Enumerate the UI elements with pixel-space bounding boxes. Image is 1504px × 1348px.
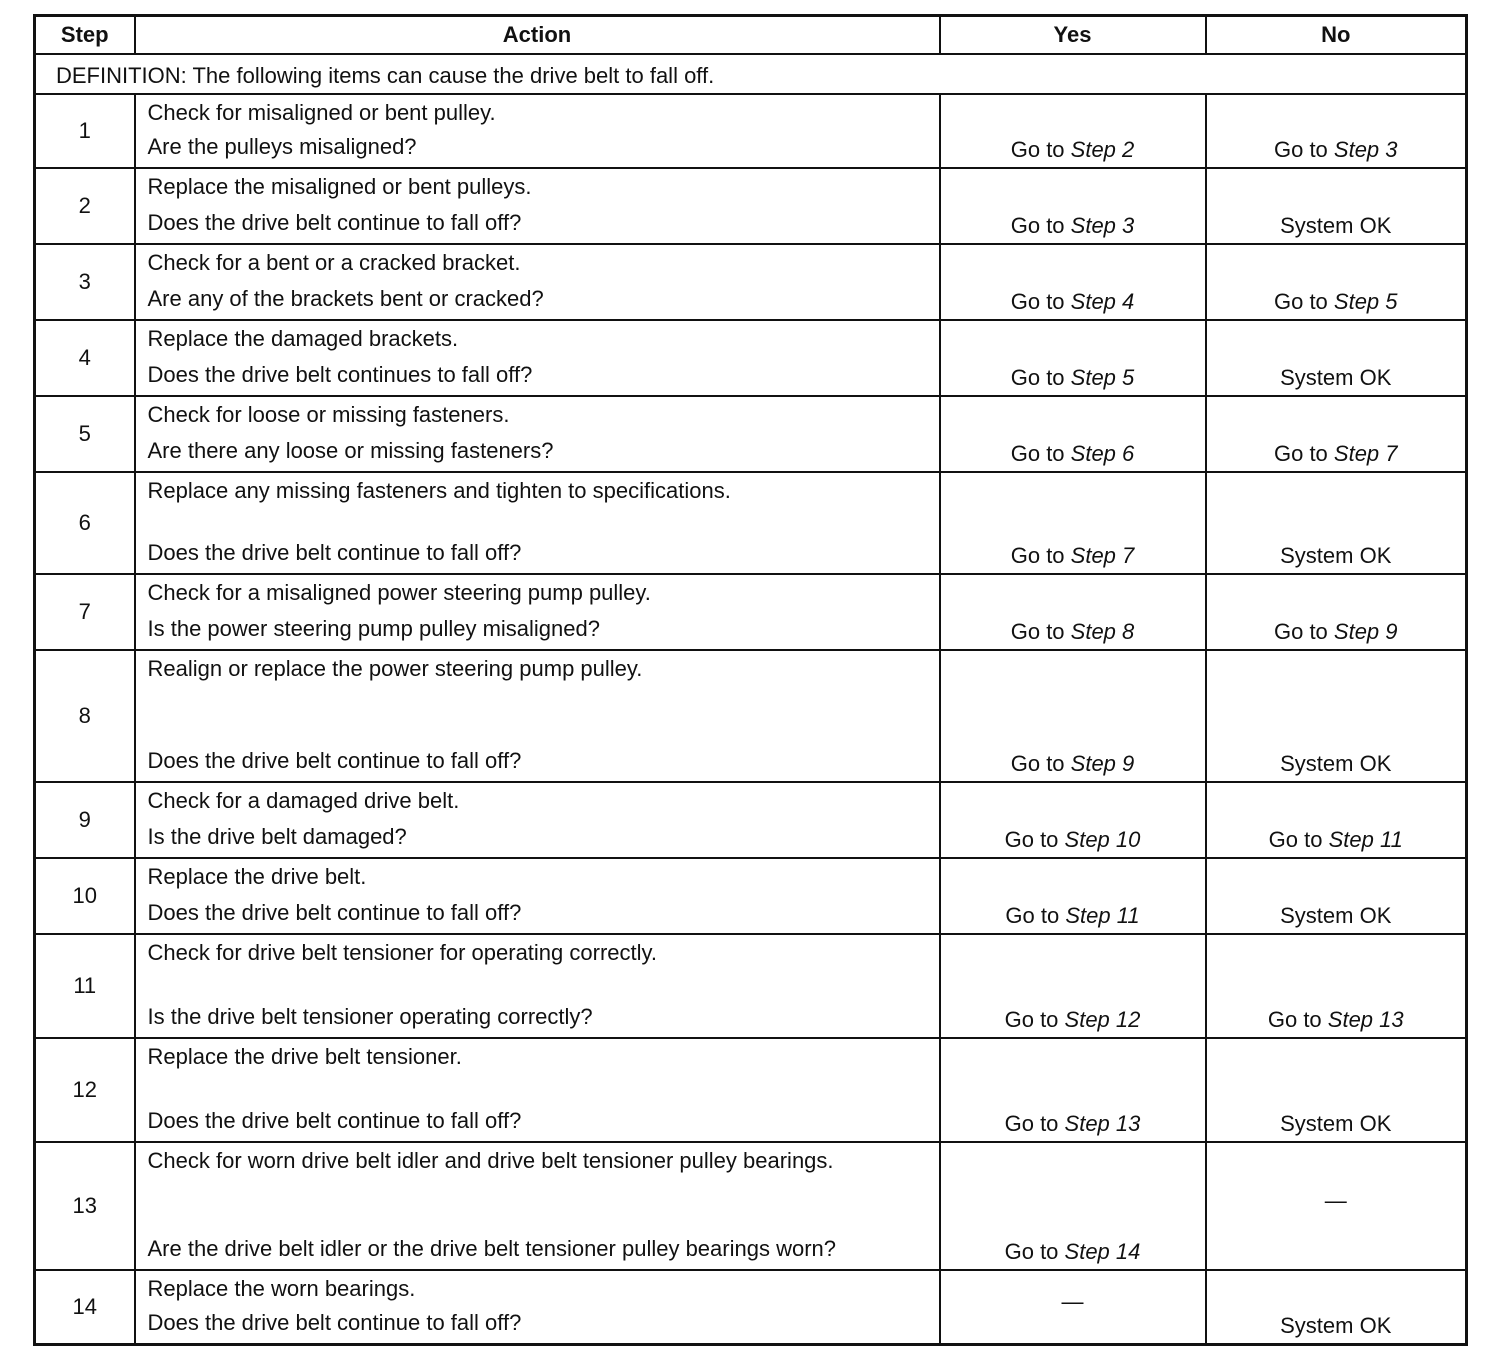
- definition-text: DEFINITION: The following items can cause the drive belt to fall off.: [35, 54, 1467, 94]
- yes-result-cell: [940, 168, 1206, 244]
- action-cell: [135, 574, 940, 650]
- step-number: 4: [35, 320, 135, 396]
- no-step-link[interactable]: Step 7: [1333, 441, 1398, 466]
- yes-result-cell: [940, 934, 1206, 1038]
- no-result-text: Go to: [1268, 827, 1329, 852]
- action-question-text: Is the drive belt damaged?: [147, 824, 407, 849]
- no-step-link[interactable]: Step 5: [1333, 289, 1398, 314]
- table-row: [35, 472, 1467, 574]
- action-check-text: Replace the drive belt tensioner.: [147, 1044, 462, 1069]
- no-result-cell: [1206, 934, 1467, 1038]
- no-result-text: System OK: [1280, 1313, 1392, 1338]
- step-number: 5: [35, 396, 135, 472]
- action-cell: [135, 1038, 940, 1142]
- table-row: [35, 1270, 1467, 1345]
- yes-result-cell: [940, 650, 1206, 782]
- no-result-text: System OK: [1280, 1111, 1392, 1136]
- action-question-text: Does the drive belt continue to fall off?: [147, 1108, 522, 1133]
- action-cell: [135, 650, 940, 782]
- yes-result-text: Go to: [1010, 619, 1071, 644]
- action-cell: [135, 244, 940, 320]
- no-result-cell: [1206, 396, 1467, 472]
- action-check-text: Realign or replace the power steering pump pulley.: [147, 656, 643, 681]
- no-result-text: System OK: [1280, 903, 1392, 928]
- action-check-text: Check for a damaged drive belt.: [147, 788, 460, 813]
- step-number: 2: [35, 168, 135, 244]
- no-result-cell: [1206, 1142, 1467, 1270]
- action-cell: [135, 1142, 940, 1270]
- header-step: Step: [35, 16, 135, 55]
- yes-result-text: Go to: [1010, 213, 1071, 238]
- no-result-text: —: [1324, 1187, 1347, 1213]
- table-row: [35, 782, 1467, 858]
- action-cell: [135, 782, 940, 858]
- table-row: [35, 858, 1467, 934]
- yes-result-cell: [940, 1142, 1206, 1270]
- action-cell: [135, 934, 940, 1038]
- no-result-cell: [1206, 858, 1467, 934]
- yes-step-link[interactable]: Step 3: [1070, 213, 1135, 238]
- step-number: 8: [35, 650, 135, 782]
- no-step-link[interactable]: Step 9: [1333, 619, 1398, 644]
- no-result-cell: [1206, 472, 1467, 574]
- step-number: 1: [35, 94, 135, 168]
- yes-step-link[interactable]: Step 4: [1070, 289, 1135, 314]
- step-number: 12: [35, 1038, 135, 1142]
- action-cell: [135, 94, 940, 168]
- no-result-text: System OK: [1280, 365, 1392, 390]
- no-step-link[interactable]: Step 13: [1327, 1007, 1404, 1032]
- no-result-cell: [1206, 650, 1467, 782]
- definition-row: [35, 54, 1467, 94]
- yes-step-link[interactable]: Step 10: [1064, 827, 1141, 852]
- header-no: No: [1206, 16, 1467, 55]
- action-question-text: Does the drive belt continue to fall off?: [147, 540, 522, 565]
- action-cell: [135, 858, 940, 934]
- yes-result-cell: [940, 94, 1206, 168]
- action-check-text: Replace the worn bearings.: [147, 1276, 416, 1301]
- action-question-text: Does the drive belt continues to fall off?: [147, 362, 533, 387]
- yes-result-cell: [940, 472, 1206, 574]
- action-check-text: Check for a misaligned power steering pump pulley.: [147, 580, 651, 605]
- yes-result-cell: [940, 1038, 1206, 1142]
- yes-result-text: Go to: [1010, 289, 1071, 314]
- action-check-text: Check for worn drive belt idler and drive belt tensioner pulley bearings.: [147, 1148, 834, 1173]
- yes-step-link[interactable]: Step 13: [1064, 1111, 1141, 1136]
- step-number: 6: [35, 472, 135, 574]
- yes-step-link[interactable]: Step 6: [1070, 441, 1135, 466]
- step-number: 14: [35, 1270, 135, 1345]
- yes-result-text: Go to: [1004, 1007, 1065, 1032]
- action-cell: [135, 396, 940, 472]
- no-result-cell: [1206, 244, 1467, 320]
- action-question-text: Are any of the brackets bent or cracked?: [147, 286, 544, 311]
- yes-result-cell: [940, 858, 1206, 934]
- action-question-text: Are there any loose or missing fasteners?: [147, 438, 554, 463]
- header-row: [35, 16, 1467, 55]
- no-result-text: Go to: [1267, 1007, 1328, 1032]
- table-row: [35, 396, 1467, 472]
- step-number: 13: [35, 1142, 135, 1270]
- yes-result-cell: [940, 320, 1206, 396]
- table-row: [35, 168, 1467, 244]
- no-step-link[interactable]: Step 3: [1333, 137, 1398, 162]
- no-step-link[interactable]: Step 11: [1328, 827, 1403, 852]
- table-row: [35, 650, 1467, 782]
- yes-result-text: Go to: [1010, 751, 1071, 776]
- action-check-text: Replace any missing fasteners and tighten to specifications.: [147, 478, 731, 503]
- table-row: [35, 1038, 1467, 1142]
- yes-result-cell: [940, 244, 1206, 320]
- no-result-cell: [1206, 1270, 1467, 1345]
- no-result-text: Go to: [1273, 619, 1334, 644]
- yes-result-text: Go to: [1005, 903, 1066, 928]
- yes-result-text: Go to: [1004, 1111, 1065, 1136]
- action-question-text: Does the drive belt continue to fall off?: [147, 1310, 522, 1335]
- step-number: 9: [35, 782, 135, 858]
- step-number: 7: [35, 574, 135, 650]
- action-cell: [135, 168, 940, 244]
- yes-result-text: Go to: [1010, 137, 1071, 162]
- action-check-text: Replace the drive belt.: [147, 864, 367, 889]
- yes-result-text: —: [1061, 1288, 1084, 1314]
- header-action: Action: [135, 16, 940, 55]
- yes-result-text: Go to: [1010, 441, 1071, 466]
- no-result-cell: [1206, 94, 1467, 168]
- yes-step-link[interactable]: Step 11: [1065, 903, 1140, 928]
- action-question-text: Does the drive belt continue to fall off?: [147, 748, 522, 773]
- no-result-cell: [1206, 782, 1467, 858]
- no-result-text: Go to: [1273, 137, 1334, 162]
- no-result-text: System OK: [1280, 213, 1392, 238]
- header-yes: Yes: [940, 16, 1206, 55]
- no-result-cell: [1206, 320, 1467, 396]
- table-row: [35, 244, 1467, 320]
- action-check-text: Replace the misaligned or bent pulleys.: [147, 174, 532, 199]
- diagnostic-table: [33, 14, 1468, 1346]
- yes-step-link[interactable]: Step 14: [1064, 1239, 1141, 1264]
- no-result-cell: [1206, 574, 1467, 650]
- step-number: 10: [35, 858, 135, 934]
- table-row: [35, 94, 1467, 168]
- action-question-text: Is the power steering pump pulley misaligned?: [147, 616, 600, 641]
- table-row: [35, 934, 1467, 1038]
- action-cell: [135, 472, 940, 574]
- no-result-cell: [1206, 168, 1467, 244]
- yes-step-link[interactable]: Step 8: [1070, 619, 1135, 644]
- action-question-text: Does the drive belt continue to fall off?: [147, 900, 522, 925]
- action-check-text: Check for drive belt tensioner for operating correctly.: [147, 940, 657, 965]
- yes-step-link[interactable]: Step 9: [1070, 751, 1135, 776]
- action-check-text: Replace the damaged brackets.: [147, 326, 459, 351]
- action-question-text: Does the drive belt continue to fall off?: [147, 210, 522, 235]
- table-row: [35, 1142, 1467, 1270]
- table-row: [35, 320, 1467, 396]
- yes-step-link[interactable]: Step 5: [1070, 365, 1135, 390]
- action-cell: [135, 320, 940, 396]
- action-question-text: Are the pulleys misaligned?: [147, 134, 417, 159]
- yes-result-text: Go to: [1010, 543, 1071, 568]
- yes-result-cell: [940, 574, 1206, 650]
- action-check-text: Check for a bent or a cracked bracket.: [147, 250, 521, 275]
- yes-result-text: Go to: [1004, 1239, 1065, 1264]
- yes-step-link[interactable]: Step 2: [1070, 137, 1135, 162]
- action-check-text: Check for misaligned or bent pulley.: [147, 100, 496, 125]
- action-check-text: Check for loose or missing fasteners.: [147, 402, 510, 427]
- yes-step-link[interactable]: Step 12: [1064, 1007, 1141, 1032]
- yes-result-cell: [940, 1270, 1206, 1345]
- yes-result-text: Go to: [1004, 827, 1065, 852]
- no-result-text: Go to: [1273, 441, 1334, 466]
- no-result-text: System OK: [1280, 751, 1392, 776]
- no-result-text: Go to: [1273, 289, 1334, 314]
- step-number: 11: [35, 934, 135, 1038]
- yes-result-text: Go to: [1010, 365, 1071, 390]
- action-question-text: Is the drive belt tensioner operating correctly?: [147, 1004, 593, 1029]
- yes-result-cell: [940, 782, 1206, 858]
- no-result-cell: [1206, 1038, 1467, 1142]
- action-cell: [135, 1270, 940, 1345]
- yes-step-link[interactable]: Step 7: [1070, 543, 1135, 568]
- no-result-text: System OK: [1280, 543, 1392, 568]
- yes-result-cell: [940, 396, 1206, 472]
- table-row: [35, 574, 1467, 650]
- step-number: 3: [35, 244, 135, 320]
- action-question-text: Are the drive belt idler or the drive belt tensioner pulley bearings worn?: [147, 1236, 836, 1261]
